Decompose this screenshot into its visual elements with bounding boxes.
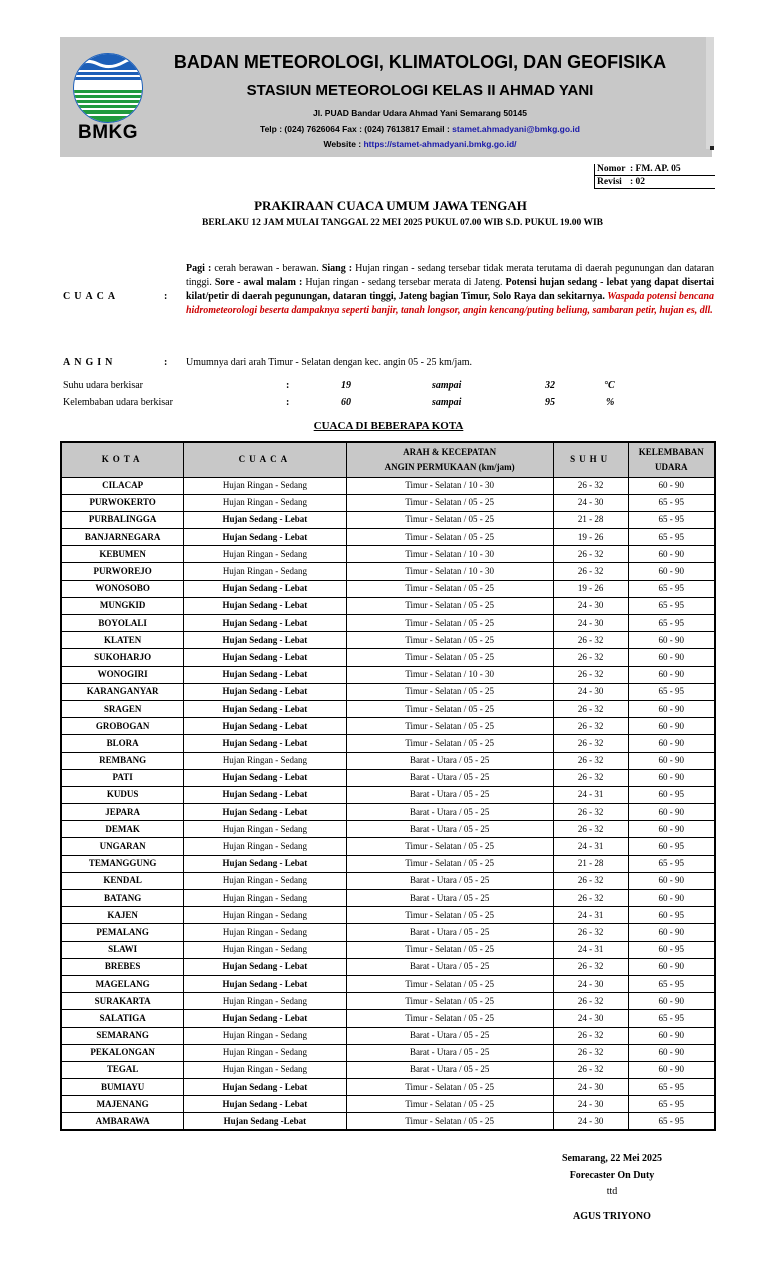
cell-suhu: 24 - 30 <box>553 597 628 614</box>
table-title <box>0 420 777 432</box>
cell-angin: Timur - Selatan / 05 - 25 <box>346 975 553 992</box>
table-row <box>61 821 715 838</box>
cell-kelembaban: 60 - 90 <box>628 563 715 580</box>
cell-suhu: 26 - 32 <box>553 1044 628 1061</box>
cell-kelembaban: 60 - 90 <box>628 666 715 683</box>
sore-text: Hujan ringan - sedang tersebar merata di Jateng. <box>302 277 506 288</box>
cell-angin: Timur - Selatan / 05 - 25 <box>346 1010 553 1027</box>
cell-angin: Timur - Selatan / 05 - 25 <box>346 597 553 614</box>
cell-suhu: 26 - 32 <box>553 718 628 735</box>
suhu-max: 32 <box>545 380 555 391</box>
cell-kelembaban: 60 - 90 <box>628 924 715 941</box>
cell-kota: BANJARNEGARA <box>61 529 184 546</box>
cell-kelembaban: 60 - 90 <box>628 769 715 786</box>
cell-kelembaban: 65 - 95 <box>628 1096 715 1113</box>
cell-cuaca: Hujan Ringan - Sedang <box>184 872 346 889</box>
revisi-value: : 02 <box>630 177 646 187</box>
cell-suhu: 24 - 31 <box>553 786 628 803</box>
table-header-row <box>61 442 715 477</box>
cell-cuaca: Hujan Ringan - Sedang <box>184 494 346 511</box>
cell-suhu: 24 - 30 <box>553 1079 628 1096</box>
cell-kelembaban: 60 - 90 <box>628 1044 715 1061</box>
cell-suhu: 24 - 31 <box>553 838 628 855</box>
cell-cuaca: Hujan Sedang - Lebat <box>184 1079 346 1096</box>
cell-suhu: 26 - 32 <box>553 477 628 494</box>
cell-suhu: 26 - 32 <box>553 890 628 907</box>
table-row <box>61 615 715 632</box>
cell-angin: Barat - Utara / 05 - 25 <box>346 752 553 769</box>
cell-kelembaban: 60 - 90 <box>628 718 715 735</box>
cell-cuaca: Hujan Sedang - Lebat <box>184 975 346 992</box>
cell-kota: AMBARAWA <box>61 1113 184 1130</box>
city-forecast-table <box>60 441 716 1131</box>
nomor-value: : FM. AP. 05 <box>630 164 681 174</box>
table-row <box>61 700 715 717</box>
cell-angin: Timur - Selatan / 05 - 25 <box>346 683 553 700</box>
website-link[interactable]: https://stamet-ahmadyani.bmkg.go.id/ <box>363 139 517 149</box>
cell-cuaca: Hujan Sedang -Lebat <box>184 1113 346 1130</box>
cell-cuaca: Hujan Sedang - Lebat <box>184 1096 346 1113</box>
cell-suhu: 26 - 32 <box>553 924 628 941</box>
cell-kota: MAGELANG <box>61 975 184 992</box>
contact-line <box>150 124 690 134</box>
cell-suhu: 26 - 32 <box>553 666 628 683</box>
cell-suhu: 26 - 32 <box>553 546 628 563</box>
table-row <box>61 890 715 907</box>
cell-suhu: 24 - 31 <box>553 907 628 924</box>
kelembaban-colon: : <box>286 397 290 408</box>
cell-kota: BLORA <box>61 735 184 752</box>
cell-kota: SALATIGA <box>61 1010 184 1027</box>
cell-angin: Timur - Selatan / 10 - 30 <box>346 546 553 563</box>
siang-label: Siang : <box>321 263 353 274</box>
cell-kota: KENDAL <box>61 872 184 889</box>
validity-line: BERLAKU 12 JAM MULAI TANGGAL 22 MEI 2025 PUKUL 07.00 WIB S.D. PUKUL 19.00 WIB <box>202 218 603 228</box>
cell-angin: Barat - Utara / 05 - 25 <box>346 890 553 907</box>
cell-angin: Timur - Selatan / 05 - 25 <box>346 1079 553 1096</box>
letterhead-mark <box>710 146 714 150</box>
cell-angin: Timur - Selatan / 05 - 25 <box>346 494 553 511</box>
cell-angin: Barat - Utara / 05 - 25 <box>346 1027 553 1044</box>
table-row <box>61 769 715 786</box>
logo-text: BMKG <box>77 122 139 143</box>
cell-cuaca: Hujan Sedang - Lebat <box>184 632 346 649</box>
cell-cuaca: Hujan Sedang - Lebat <box>184 804 346 821</box>
cell-kota: BUMIAYU <box>61 1079 184 1096</box>
cell-kota: GROBOGAN <box>61 718 184 735</box>
cell-kelembaban: 65 - 95 <box>628 1079 715 1096</box>
suhu-min: 19 <box>341 380 351 391</box>
header-angin-line2: ANGIN PERMUKAAN (km/jam) <box>384 461 515 472</box>
cell-cuaca: Hujan Sedang - Lebat <box>184 1010 346 1027</box>
table-row <box>61 1044 715 1061</box>
table-row <box>61 1113 715 1130</box>
cell-suhu: 24 - 30 <box>553 1096 628 1113</box>
station-title: STASIUN METEOROLOGI KELAS II AHMAD YANI <box>246 82 594 99</box>
cell-kelembaban: 60 - 90 <box>628 993 715 1010</box>
cell-angin: Timur - Selatan / 05 - 25 <box>346 855 553 872</box>
angin-description: Umumnya dari arah Timur - Selatan dengan kec. angin 05 - 25 km/jam. <box>186 357 473 368</box>
cell-kota: CILACAP <box>61 477 184 494</box>
revisi-label: Revisi <box>597 177 622 187</box>
cell-suhu: 19 - 26 <box>553 580 628 597</box>
cell-kota: PURWOREJO <box>61 563 184 580</box>
table-row <box>61 477 715 494</box>
cell-suhu: 26 - 32 <box>553 735 628 752</box>
cell-kelembaban: 60 - 90 <box>628 546 715 563</box>
table-row <box>61 683 715 700</box>
cell-suhu: 26 - 32 <box>553 821 628 838</box>
cell-angin: Timur - Selatan / 10 - 30 <box>346 563 553 580</box>
pagi-text: cerah berawan - berawan. <box>211 263 322 274</box>
table-row <box>61 494 715 511</box>
cell-kelembaban: 60 - 90 <box>628 821 715 838</box>
cell-angin: Timur - Selatan / 05 - 25 <box>346 993 553 1010</box>
cell-kota: PURBALINGGA <box>61 511 184 528</box>
cell-suhu: 26 - 32 <box>553 649 628 666</box>
website-label: Website : <box>323 139 364 149</box>
table-row <box>61 907 715 924</box>
cell-kota: MUNGKID <box>61 597 184 614</box>
cell-angin: Timur - Selatan / 05 - 25 <box>346 649 553 666</box>
cell-suhu: 26 - 32 <box>553 993 628 1010</box>
angin-label: ANGIN <box>63 357 117 368</box>
cell-cuaca: Hujan Sedang - Lebat <box>184 649 346 666</box>
cell-suhu: 24 - 30 <box>553 1113 628 1130</box>
cell-kelembaban: 60 - 90 <box>628 958 715 975</box>
cell-kelembaban: 60 - 90 <box>628 632 715 649</box>
cell-cuaca: Hujan Ringan - Sedang <box>184 1027 346 1044</box>
cell-kota: MAJENANG <box>61 1096 184 1113</box>
cell-cuaca: Hujan Ringan - Sedang <box>184 546 346 563</box>
cell-kelembaban: 60 - 90 <box>628 890 715 907</box>
cell-suhu: 26 - 32 <box>553 632 628 649</box>
cell-suhu: 26 - 32 <box>553 872 628 889</box>
signature-role: Forecaster On Duty <box>569 1170 655 1181</box>
cell-kota: PURWOKERTO <box>61 494 184 511</box>
cell-kota: SRAGEN <box>61 700 184 717</box>
cell-kota: PEMALANG <box>61 924 184 941</box>
nomor-label: Nomor <box>597 164 626 174</box>
table-row <box>61 941 715 958</box>
cell-cuaca: Hujan Ringan - Sedang <box>184 752 346 769</box>
cell-angin: Timur - Selatan / 05 - 25 <box>346 1096 553 1113</box>
siang-text: Hujan ringan - sedang tersebar tidak merata terutama di daerah pegunungan dan dataran tinggi. <box>186 263 714 288</box>
cell-kota: BREBES <box>61 958 184 975</box>
header-kelembaban-line1: KELEMBABAN <box>638 446 704 457</box>
cell-cuaca: Hujan Ringan - Sedang <box>184 563 346 580</box>
cell-angin: Barat - Utara / 05 - 25 <box>346 769 553 786</box>
cell-kota: DEMAK <box>61 821 184 838</box>
cell-kelembaban: 65 - 95 <box>628 975 715 992</box>
cell-kelembaban: 60 - 90 <box>628 477 715 494</box>
cell-kota: BATANG <box>61 890 184 907</box>
table-row <box>61 718 715 735</box>
cell-kelembaban: 65 - 95 <box>628 597 715 614</box>
cell-cuaca: Hujan Ringan - Sedang <box>184 941 346 958</box>
cell-cuaca: Hujan Sedang - Lebat <box>184 718 346 735</box>
cell-kota: PEKALONGAN <box>61 1044 184 1061</box>
cell-cuaca: Hujan Sedang - Lebat <box>184 769 346 786</box>
header-angin-line1: ARAH & KECEPATAN <box>403 446 497 457</box>
cell-suhu: 24 - 30 <box>553 683 628 700</box>
header-cuaca: CUACA <box>184 442 346 477</box>
table-row <box>61 975 715 992</box>
cell-suhu: 26 - 32 <box>553 700 628 717</box>
cell-angin: Timur - Selatan / 05 - 25 <box>346 735 553 752</box>
cell-kota: REMBANG <box>61 752 184 769</box>
table-row <box>61 872 715 889</box>
table-title-text: CUACA DI BEBERAPA KOTA <box>313 420 464 432</box>
cell-kelembaban: 60 - 90 <box>628 872 715 889</box>
cell-kota: SLAWI <box>61 941 184 958</box>
table-row <box>61 838 715 855</box>
cell-cuaca: Hujan Sedang - Lebat <box>184 735 346 752</box>
cell-angin: Timur - Selatan / 05 - 25 <box>346 1113 553 1130</box>
cell-kelembaban: 60 - 90 <box>628 804 715 821</box>
table-row <box>61 529 715 546</box>
suhu-label: Suhu udara berkisar <box>63 380 143 391</box>
cell-cuaca: Hujan Ringan - Sedang <box>184 993 346 1010</box>
cell-cuaca: Hujan Ringan - Sedang <box>184 838 346 855</box>
table-row <box>61 666 715 683</box>
table-row <box>61 1010 715 1027</box>
header-kota: KOTA <box>61 442 184 477</box>
table-row <box>61 786 715 803</box>
cell-kota: PATI <box>61 769 184 786</box>
cell-suhu: 26 - 32 <box>553 804 628 821</box>
table-row <box>61 1027 715 1044</box>
table-row <box>61 580 715 597</box>
cell-cuaca: Hujan Sedang - Lebat <box>184 597 346 614</box>
cell-kota: SUKOHARJO <box>61 649 184 666</box>
header-suhu: SUHU <box>553 442 628 477</box>
cell-kota: KARANGANYAR <box>61 683 184 700</box>
cell-angin: Timur - Selatan / 05 - 25 <box>346 529 553 546</box>
kelembaban-max: 95 <box>545 397 555 408</box>
cell-kota: KEBUMEN <box>61 546 184 563</box>
cell-cuaca: Hujan Sedang - Lebat <box>184 855 346 872</box>
table-row <box>61 563 715 580</box>
cell-cuaca: Hujan Sedang - Lebat <box>184 683 346 700</box>
cell-cuaca: Hujan Ringan - Sedang <box>184 924 346 941</box>
cell-cuaca: Hujan Ringan - Sedang <box>184 907 346 924</box>
table-row <box>61 546 715 563</box>
signature-ttd: ttd <box>606 1186 618 1197</box>
table-row <box>61 924 715 941</box>
cell-kota: KAJEN <box>61 907 184 924</box>
table-row <box>61 752 715 769</box>
cell-kota: KLATEN <box>61 632 184 649</box>
cell-cuaca: Hujan Sedang - Lebat <box>184 958 346 975</box>
cell-angin: Barat - Utara / 05 - 25 <box>346 924 553 941</box>
table-row <box>61 993 715 1010</box>
table-row <box>61 1079 715 1096</box>
cuaca-description <box>186 262 714 318</box>
suhu-sep: sampai <box>432 380 462 391</box>
signature-name: AGUS TRIYONO <box>573 1211 651 1222</box>
cell-kelembaban: 65 - 95 <box>628 1113 715 1130</box>
cell-suhu: 26 - 32 <box>553 563 628 580</box>
cell-kelembaban: 60 - 95 <box>628 786 715 803</box>
suhu-unit: °C <box>604 380 615 391</box>
cuaca-colon: : <box>164 291 168 302</box>
cell-kelembaban: 60 - 90 <box>628 752 715 769</box>
cuaca-label: CUACA <box>63 291 120 302</box>
cell-angin: Timur - Selatan / 05 - 25 <box>346 838 553 855</box>
cell-kelembaban: 60 - 90 <box>628 1061 715 1078</box>
pagi-label: Pagi : <box>186 263 212 274</box>
cell-angin: Timur - Selatan / 05 - 25 <box>346 580 553 597</box>
cell-kelembaban: 60 - 90 <box>628 735 715 752</box>
cell-angin: Timur - Selatan / 05 - 25 <box>346 511 553 528</box>
cell-suhu: 26 - 32 <box>553 1061 628 1078</box>
cell-angin: Barat - Utara / 05 - 25 <box>346 821 553 838</box>
cell-kelembaban: 60 - 95 <box>628 941 715 958</box>
table-row <box>61 649 715 666</box>
angin-colon: : <box>164 357 168 368</box>
cell-kota: WONOSOBO <box>61 580 184 597</box>
cell-kota: TEGAL <box>61 1061 184 1078</box>
cell-kota: UNGARAN <box>61 838 184 855</box>
table-row <box>61 735 715 752</box>
cell-kelembaban: 65 - 95 <box>628 494 715 511</box>
cell-kota: TEMANGGUNG <box>61 855 184 872</box>
cell-angin: Timur - Selatan / 05 - 25 <box>346 907 553 924</box>
cell-kelembaban: 65 - 95 <box>628 580 715 597</box>
cell-angin: Barat - Utara / 05 - 25 <box>346 1061 553 1078</box>
cell-suhu: 26 - 32 <box>553 958 628 975</box>
cell-kelembaban: 60 - 95 <box>628 838 715 855</box>
letterhead-edge <box>706 37 714 149</box>
kelembaban-min: 60 <box>341 397 351 408</box>
cell-cuaca: Hujan Sedang - Lebat <box>184 786 346 803</box>
document-number-box <box>594 164 715 189</box>
cell-cuaca: Hujan Sedang - Lebat <box>184 511 346 528</box>
suhu-colon: : <box>286 380 290 391</box>
cell-suhu: 21 - 28 <box>553 855 628 872</box>
table-row <box>61 1096 715 1113</box>
waspada-text: Waspada potensi bencana hidrometeorologi beserta dampaknya seperti banjir, tanah longsor, angin kencang/puting beliung, sambaran petir, hujan es, dll. <box>186 291 715 316</box>
cell-kelembaban: 65 - 95 <box>628 1010 715 1027</box>
table-row <box>61 1061 715 1078</box>
header-angin <box>346 442 553 477</box>
cell-cuaca: Hujan Sedang - Lebat <box>184 666 346 683</box>
signature-place-date: Semarang, 22 Mei 2025 <box>562 1153 662 1164</box>
cell-cuaca: Hujan Ringan - Sedang <box>184 1061 346 1078</box>
cell-angin: Timur - Selatan / 05 - 25 <box>346 632 553 649</box>
cell-cuaca: Hujan Ringan - Sedang <box>184 821 346 838</box>
cell-angin: Timur - Selatan / 05 - 25 <box>346 941 553 958</box>
kelembaban-label: Kelembaban udara berkisar <box>63 397 173 408</box>
table-row <box>61 855 715 872</box>
cell-kelembaban: 60 - 90 <box>628 700 715 717</box>
cell-suhu: 19 - 26 <box>553 529 628 546</box>
cell-angin: Timur - Selatan / 05 - 25 <box>346 615 553 632</box>
cell-kota: SEMARANG <box>61 1027 184 1044</box>
potensi-text: Potensi hujan sedang - lebat yang dapat disertai kilat/petir di daerah pegunungan, dataran tinggi, Jateng bagian Timur, Solo Raya dan sekitarnya. <box>186 277 714 302</box>
cell-angin: Timur - Selatan / 10 - 30 <box>346 666 553 683</box>
cell-suhu: 26 - 32 <box>553 752 628 769</box>
agency-title: BADAN METEOROLOGI, KLIMATOLOGI, DAN GEOFISIKA <box>173 52 667 72</box>
cell-suhu: 24 - 30 <box>553 975 628 992</box>
cell-angin: Barat - Utara / 05 - 25 <box>346 804 553 821</box>
cell-cuaca: Hujan Sedang - Lebat <box>184 580 346 597</box>
table-row <box>61 632 715 649</box>
cell-cuaca: Hujan Ringan - Sedang <box>184 1044 346 1061</box>
cell-angin: Barat - Utara / 05 - 25 <box>346 872 553 889</box>
table-row <box>61 958 715 975</box>
website-line <box>150 139 690 149</box>
cell-kelembaban: 65 - 95 <box>628 511 715 528</box>
cell-kelembaban: 65 - 95 <box>628 683 715 700</box>
cell-suhu: 26 - 32 <box>553 769 628 786</box>
cell-cuaca: Hujan Ringan - Sedang <box>184 890 346 907</box>
cell-kota: KUDUS <box>61 786 184 803</box>
email-link[interactable]: stamet.ahmadyani@bmkg.go.id <box>452 124 580 134</box>
kelembaban-unit: % <box>606 397 615 408</box>
cell-suhu: 24 - 31 <box>553 941 628 958</box>
cell-kota: WONOGIRI <box>61 666 184 683</box>
cell-angin: Barat - Utara / 05 - 25 <box>346 1044 553 1061</box>
cell-suhu: 21 - 28 <box>553 511 628 528</box>
cell-angin: Timur - Selatan / 05 - 25 <box>346 700 553 717</box>
cell-cuaca: Hujan Sedang - Lebat <box>184 700 346 717</box>
cell-cuaca: Hujan Sedang - Lebat <box>184 615 346 632</box>
header-kelembaban-line2: UDARA <box>655 461 688 472</box>
cell-angin: Timur - Selatan / 10 - 30 <box>346 477 553 494</box>
cell-kelembaban: 60 - 90 <box>628 649 715 666</box>
cell-kelembaban: 60 - 90 <box>628 1027 715 1044</box>
cell-angin: Barat - Utara / 05 - 25 <box>346 786 553 803</box>
kelembaban-sep: sampai <box>432 397 462 408</box>
forecast-title: PRAKIRAAN CUACA UMUM JAWA TENGAH <box>254 198 527 213</box>
cell-cuaca: Hujan Ringan - Sedang <box>184 477 346 494</box>
cell-suhu: 24 - 30 <box>553 615 628 632</box>
telp-fax: Telp : (024) 7626064 Fax : (024) 7613817 Email : <box>260 124 453 134</box>
cell-angin: Barat - Utara / 05 - 25 <box>346 958 553 975</box>
cell-kelembaban: 60 - 95 <box>628 907 715 924</box>
cell-kota: JEPARA <box>61 804 184 821</box>
cell-suhu: 26 - 32 <box>553 1027 628 1044</box>
table-row <box>61 804 715 821</box>
cell-kota: BOYOLALI <box>61 615 184 632</box>
cell-cuaca: Hujan Sedang - Lebat <box>184 529 346 546</box>
table-row <box>61 511 715 528</box>
header-kelembaban <box>628 442 715 477</box>
address: Jl. PUAD Bandar Udara Ahmad Yani Semarang 50145 <box>312 108 527 118</box>
cell-suhu: 24 - 30 <box>553 1010 628 1027</box>
cell-kelembaban: 65 - 95 <box>628 529 715 546</box>
cell-angin: Timur - Selatan / 05 - 25 <box>346 718 553 735</box>
table-body <box>61 477 715 1130</box>
cell-kelembaban: 65 - 95 <box>628 615 715 632</box>
sore-label: Sore - awal malam : <box>214 277 303 288</box>
cell-suhu: 24 - 30 <box>553 494 628 511</box>
table-row <box>61 597 715 614</box>
cell-kota: SURAKARTA <box>61 993 184 1010</box>
cell-kelembaban: 65 - 95 <box>628 855 715 872</box>
